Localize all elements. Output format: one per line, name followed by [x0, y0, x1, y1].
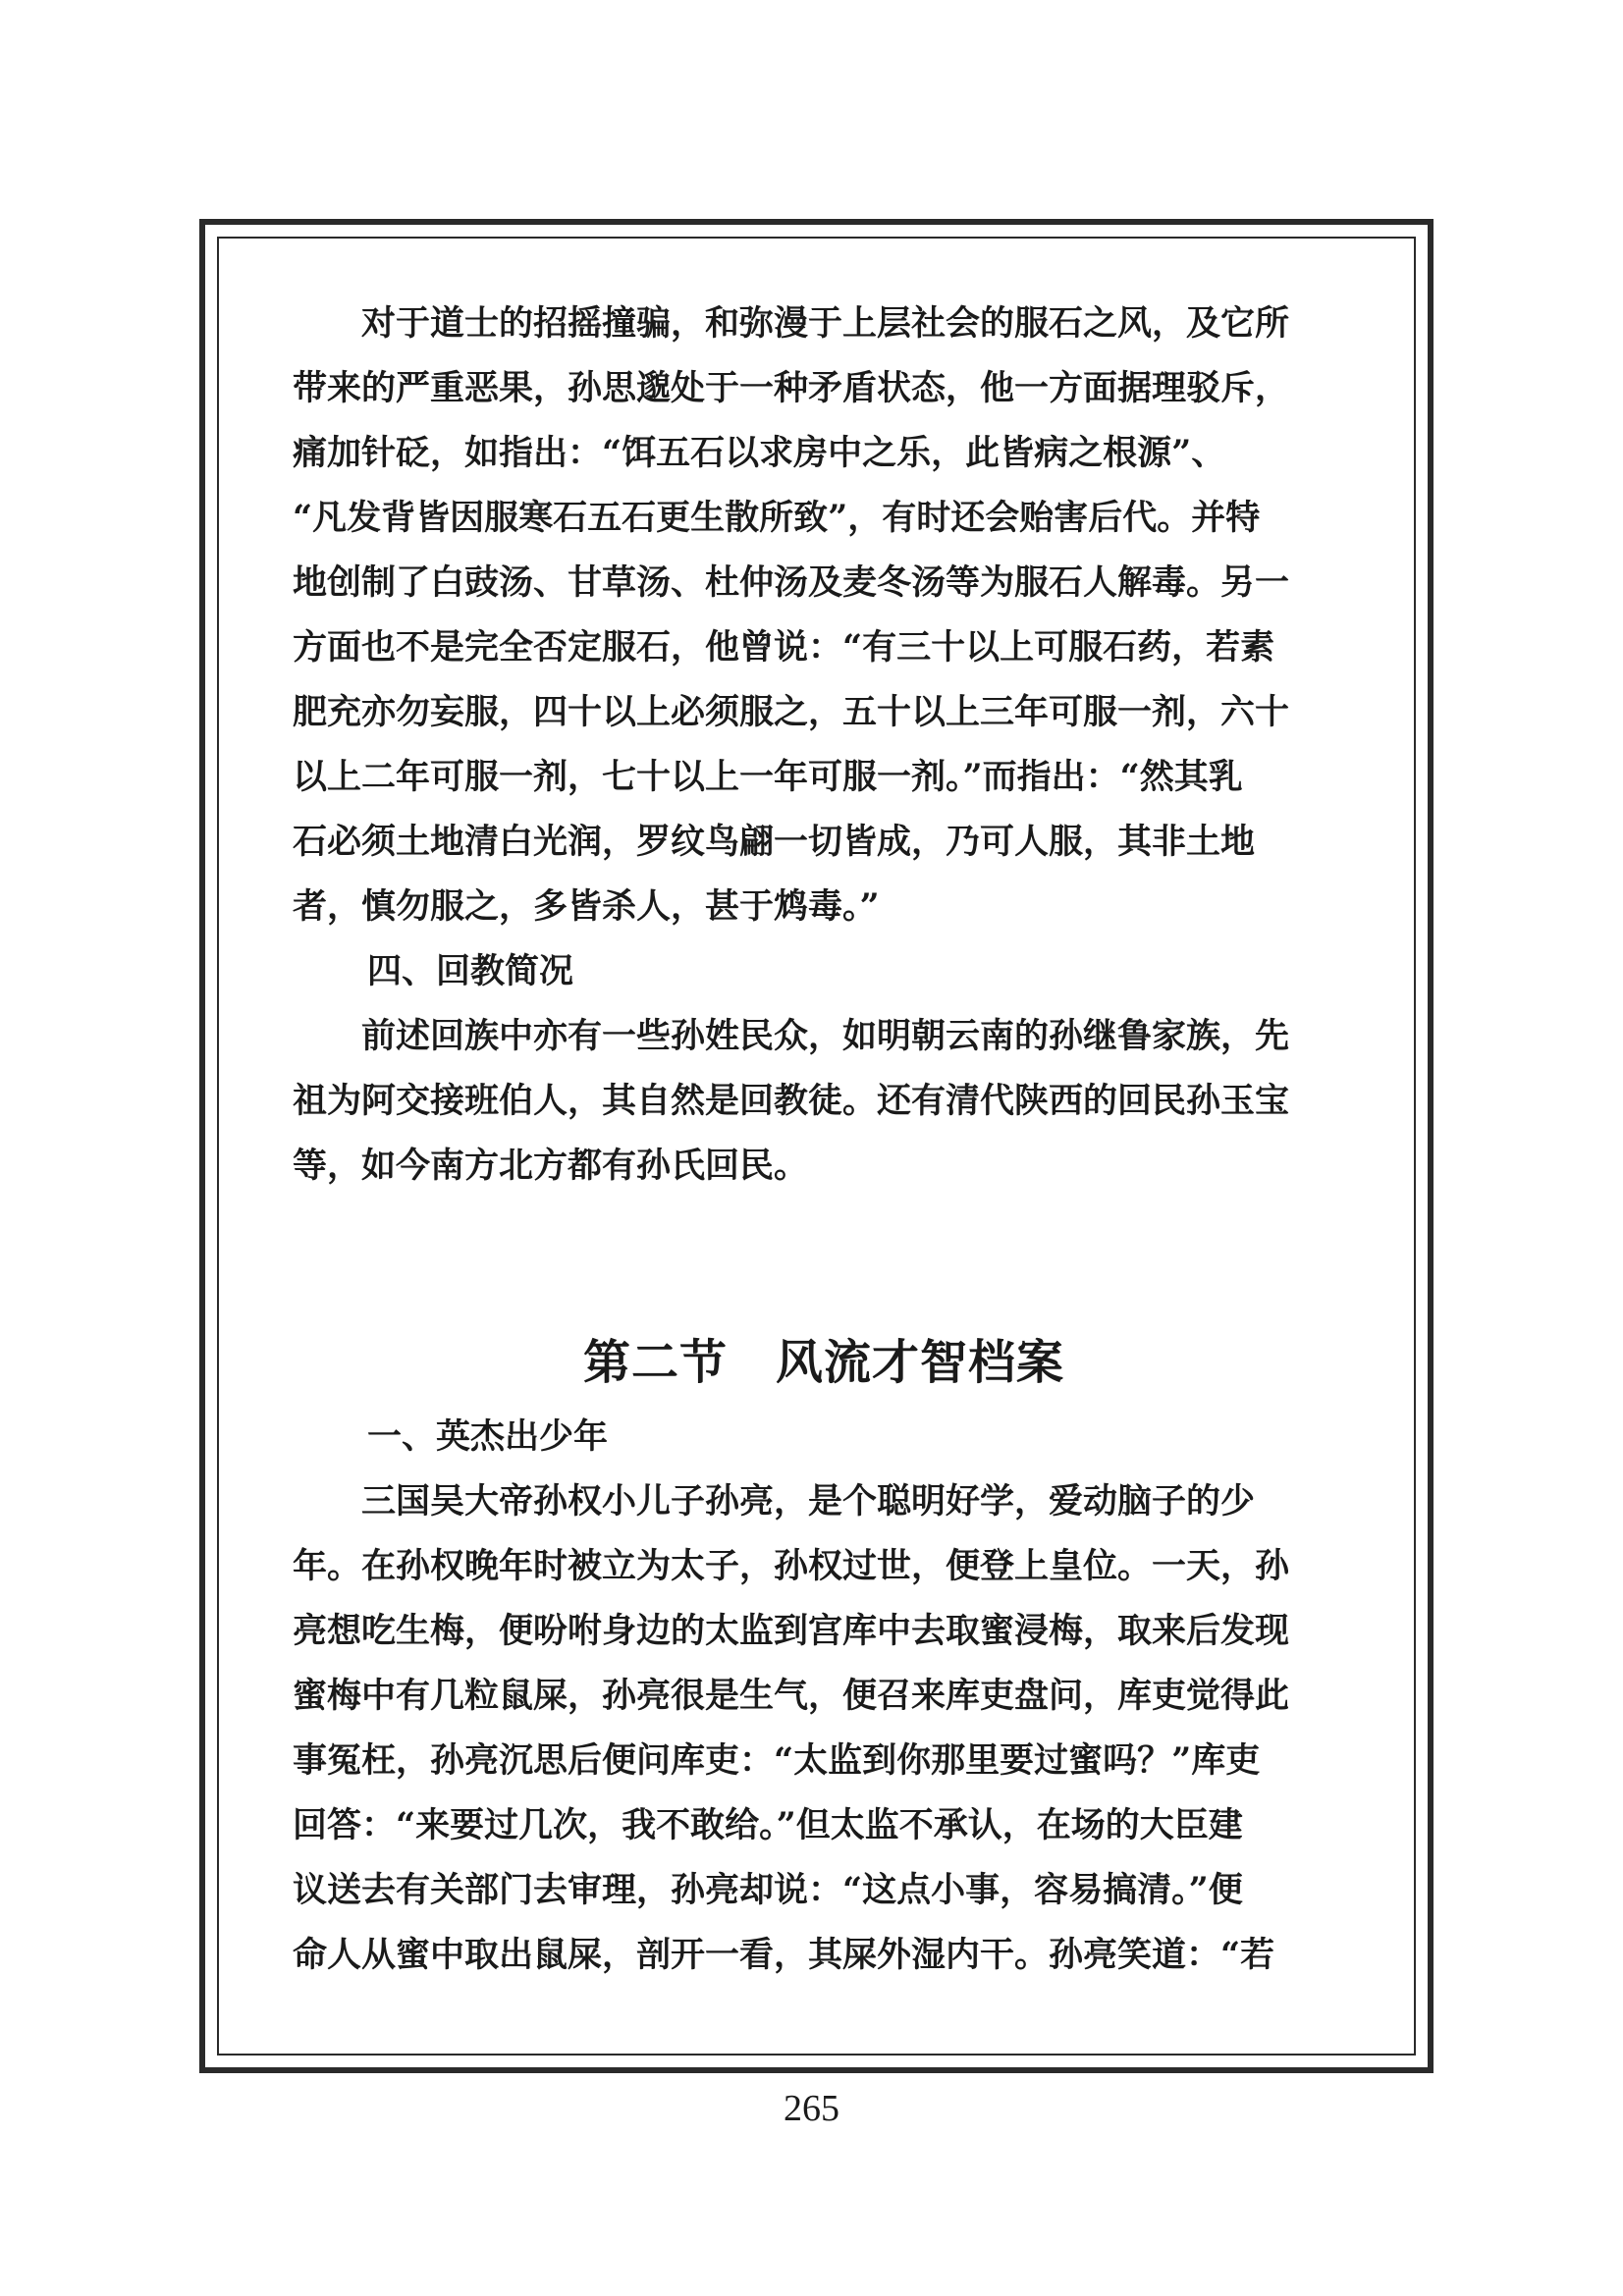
title-spacer	[293, 1395, 1355, 1405]
page-content	[293, 292, 1355, 1988]
paragraph-taoist-stones: 对于道士的招摇撞骗，和弥漫于上层社会的服石之风，及它所 带来的严重恶果，孙思邈处于一种矛盾状态，他一方面据理驳斥， 痛加针砭，如指出：“饵五石以求房中之乐，此皆病之根源”、 “凡发背皆因服寒石五石更生散所致”，有时还会贻害后代。并特 地创制了白豉汤、甘草汤、杜仲汤及麦冬汤等为服石人解毒。另一 方面也不是完全否定服石，他曾说：“有三十以上可服石药，若素 肥充亦勿妄服，四十以上必须服之，五十以上三年可服一剂，六十 以上二年可服一剂，七十以上一年可服一剂。”而指出：“然其乳 石必须土地清白光润，罗纹鸟翩一切皆成，乃可人服，其非土地 者，慎勿服之，多皆杀人，甚于鸩毒。”	[293, 303, 1290, 927]
paragraph-islam: 前述回族中亦有一些孙姓民众，如明朝云南的孙继鲁家族，先 祖为阿交接班伯人，其自然是回教徒。还有清代陕西的回民孙玉宝 等，如今南方北方都有孙氏回民。	[293, 1016, 1290, 1186]
section-title: 第二节 风流才智档案	[582, 1335, 1064, 1390]
subhead-islam-overview: 四、回教简况	[367, 951, 574, 991]
section-spacer	[293, 1199, 1355, 1330]
paragraph-sun-liang: 三国吴大帝孙权小儿子孙亮，是个聪明好学，爱动脑子的少 年。在孙权晚年时被立为太子，孙权过世，便登上皇位。一天，孙 亮想吃生梅，便吩咐身边的太监到宫库中去取蜜浸梅，取来后发现 蜜梅中有几粒鼠屎，孙亮很是生气，便召来库吏盘问，库吏觉得此 事冤枉，孙亮沉思后便问库吏：“太监到你那里要过蜜吗？”库吏 回答：“来要过几次，我不敢给。”但太监不承认，在场的大臣建 议送去有关部门去审理，孙亮却说：“这点小事，容易搞清。”便 命人从蜜中取出鼠屎，剖开一看，其屎外湿内干。孙亮笑道：“若	[293, 1481, 1290, 1975]
subhead-young-hero: 一、英杰出少年	[367, 1416, 609, 1457]
page-number: 265	[784, 2088, 839, 2129]
